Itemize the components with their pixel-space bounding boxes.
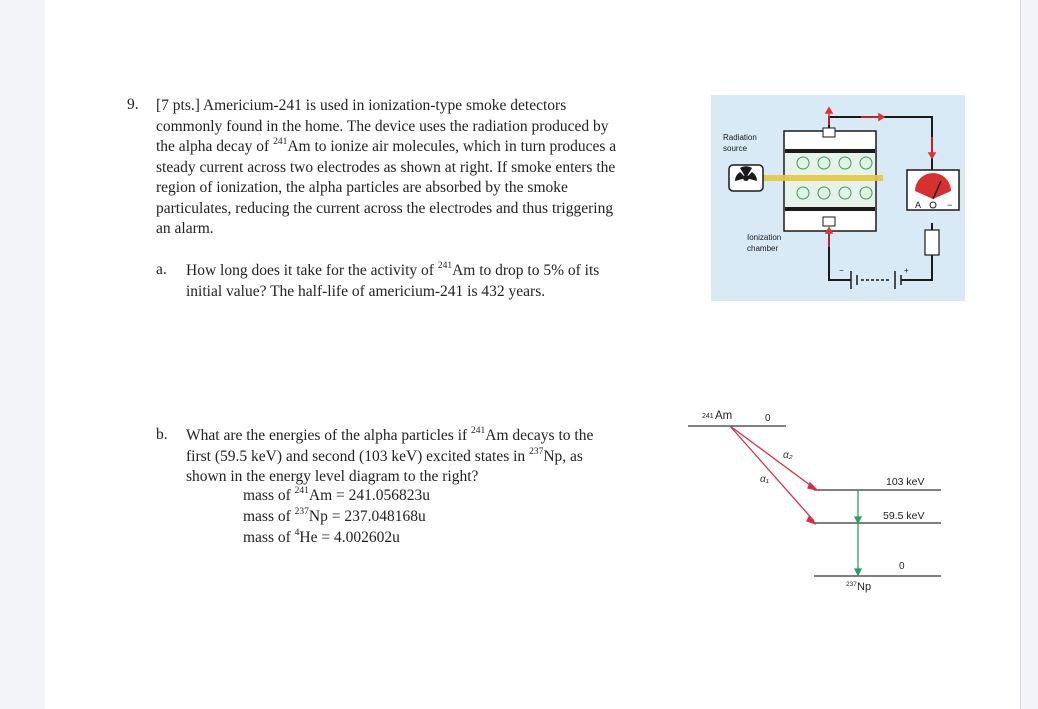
alpha-arrows xyxy=(730,426,817,524)
energy-level-diagram xyxy=(686,400,948,596)
battery-plus: + xyxy=(904,266,909,275)
mass-np: mass of $^{237}$Np = 237.048168u xyxy=(243,507,426,525)
top-terminal xyxy=(823,128,835,137)
top-electrode xyxy=(785,149,875,153)
intro-line-2: commonly found in the home. The device uses the radiation produced by xyxy=(156,117,609,135)
part-b-line-3: shown in the energy level diagram to the right? xyxy=(186,468,479,485)
intro-line-1: [7 pts.] Americium-241 is used in ionization-type smoke detectors xyxy=(156,97,567,114)
part-b-line-1: What are the energies of the alpha particles if $^{241}$Am decays to the xyxy=(186,426,594,444)
ammeter-label: A xyxy=(915,200,922,210)
side-component xyxy=(925,230,939,255)
alpha1-label: α₁ xyxy=(760,474,769,485)
level-0-label: 0 xyxy=(899,561,905,572)
mass-he: mass of $^4$He = 4.002602u xyxy=(243,528,400,546)
energy-level-svg xyxy=(686,400,948,596)
question-number: 9. xyxy=(127,96,139,113)
ionization-diagram-svg xyxy=(711,95,965,301)
daughter-label: Np xyxy=(857,581,872,593)
part-b-line-2: first (59.5 keV) and second (103 keV) excited states in $^{237}$Np, as xyxy=(186,446,583,465)
part-b-text xyxy=(186,426,666,488)
level-103-label: 103 keV xyxy=(886,476,925,488)
daughter-iso: 237 xyxy=(846,581,857,588)
intro-line-3: the alpha decay of $^{241}$Am to ionize air molecules, which in turn produces a xyxy=(156,137,617,155)
part-a-label: a. xyxy=(156,261,167,278)
bottom-electrode xyxy=(785,207,875,211)
parent-iso: 241 xyxy=(702,413,714,420)
ammeter-minus: − xyxy=(947,200,953,210)
parent-label: Am xyxy=(715,410,733,422)
part-a-line-2: initial value? The half-life of americium-241 is 432 years. xyxy=(186,282,546,300)
level-595-label: 59.5 keV xyxy=(883,510,925,522)
intro-line-7: an alarm. xyxy=(156,220,214,237)
intro-line-5: region of ionization, the alpha particles are absorbed by the smoke xyxy=(156,179,568,196)
part-a-text xyxy=(186,261,686,302)
part-a-line-1: How long does it take for the activity of $^{241}$Am to drop to 5% of its xyxy=(186,261,600,279)
parent-level-zero: 0 xyxy=(765,413,771,424)
intro-line-4: steady current across two electrodes as shown at right. If smoke enters the xyxy=(156,158,616,176)
ionization-chamber-label-1: Ionization xyxy=(747,233,782,242)
radiation-source-label-2: source xyxy=(723,144,748,153)
mass-am: mass of $^{241}$Am = 241.056823u xyxy=(243,486,431,504)
ionization-chamber-label-2: chamber xyxy=(747,244,779,253)
part-b-label: b. xyxy=(156,426,168,443)
alpha-beam xyxy=(761,175,883,181)
alpha2-label: α₂ xyxy=(783,450,793,461)
question-intro xyxy=(156,96,696,240)
radiation-source-label-1: Radiation xyxy=(723,133,757,142)
battery-minus: − xyxy=(839,266,844,275)
intro-line-6: particulates, reducing the current across the electrodes and thus triggering xyxy=(156,199,614,217)
gamma-arrows xyxy=(855,490,861,575)
bottom-terminal xyxy=(823,217,835,226)
ionization-chamber-diagram xyxy=(711,95,965,301)
battery-icon xyxy=(851,271,901,289)
